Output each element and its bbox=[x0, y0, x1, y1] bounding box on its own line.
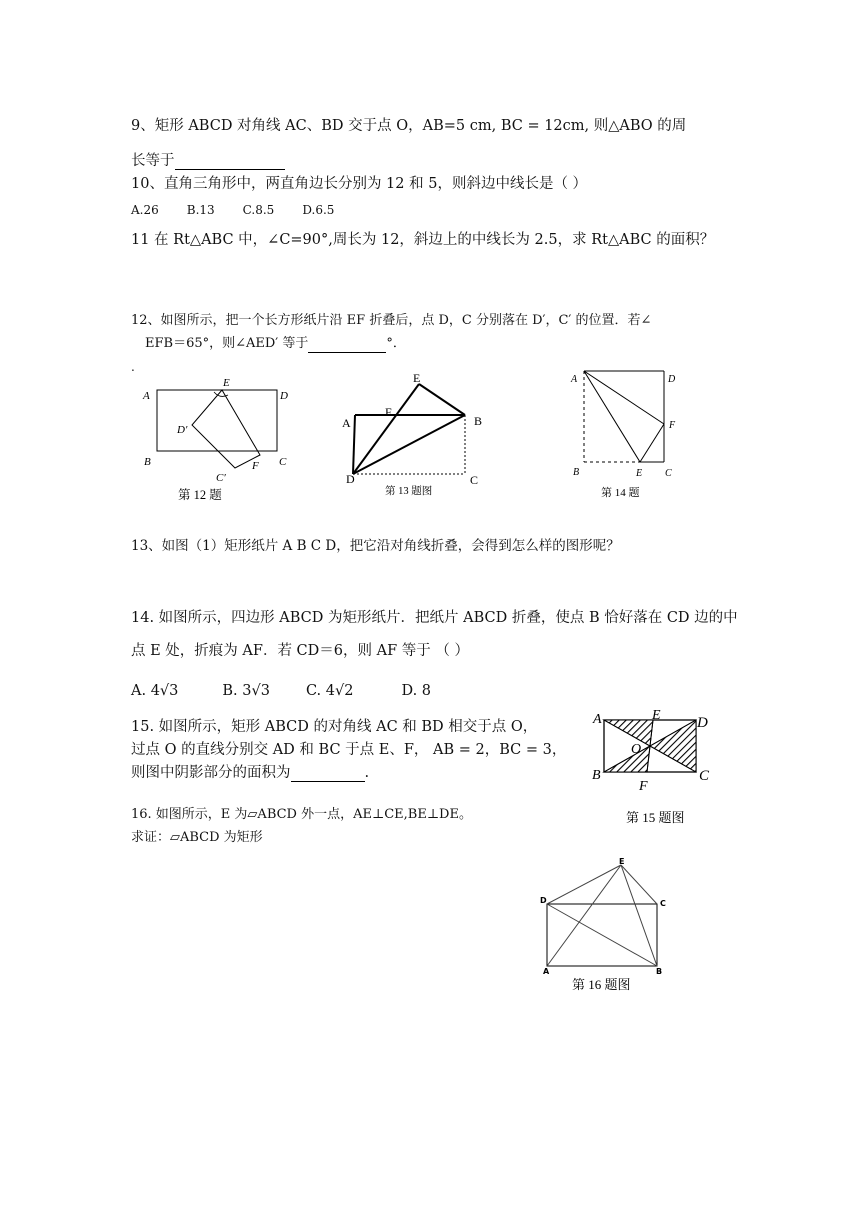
q10-option-b: B.13 bbox=[186, 203, 215, 217]
fig13-label-C: C bbox=[470, 473, 479, 487]
fig12-label-C: C bbox=[279, 456, 287, 468]
fig15-label-D: D bbox=[697, 715, 708, 731]
q16-line1: 16. 如图所示，E 为▱ABCD 外一点，AE⊥CE,BE⊥DE。 bbox=[131, 807, 472, 822]
fig12-label-F: F bbox=[252, 460, 259, 472]
q15-line1: 15. 如图所示，矩形 ABCD 的对角线 AC 和 BD 相交于点 O， bbox=[131, 719, 538, 735]
q12-answer-blank[interactable] bbox=[308, 338, 386, 353]
fig16-label-C: C bbox=[660, 899, 666, 908]
q14-line2: 点 E 处，折痕为 AF．若 CD＝6，则 AF 等于 （ ） bbox=[131, 643, 469, 659]
fig14-caption: 第 14 题 bbox=[601, 487, 640, 499]
q10-option-c: C.8.5 bbox=[242, 203, 275, 217]
fig15-label-A: A bbox=[593, 712, 602, 727]
fig14-label-C: C bbox=[665, 468, 672, 479]
fig16-label-A: A bbox=[543, 967, 550, 976]
q12-line2-text: EFB＝65°，则∠AED′ 等于 bbox=[145, 336, 309, 351]
figure-13 bbox=[335, 370, 495, 500]
fig16-label-D: D bbox=[540, 896, 547, 905]
fig16-label-B: B bbox=[656, 967, 663, 976]
fig14-label-B: B bbox=[573, 467, 580, 478]
q10-stem: 10、直角三角形中，两直角边长分别为 12 和 5，则斜边中线长是（ ） bbox=[131, 176, 588, 192]
figure-16 bbox=[535, 852, 675, 994]
fig12-label-Cp: C′ bbox=[216, 472, 226, 484]
q16-line2: 求证：▱ABCD 为矩形 bbox=[131, 830, 263, 845]
fig15-label-B: B bbox=[592, 768, 601, 783]
q9-answer-blank[interactable] bbox=[175, 155, 285, 170]
fig12-rect bbox=[157, 390, 277, 451]
q9-line1: 9、矩形 ABCD 对角线 AC、BD 交于点 O，AB=5 cm, BC = 12cm, 则△ABO 的周 bbox=[131, 118, 687, 134]
q14-option-c: C. 4√2 bbox=[305, 683, 354, 699]
fig12-label-E: E bbox=[223, 377, 230, 389]
fig12-label-B: B bbox=[144, 456, 151, 468]
q15-line2: 过点 O 的直线分别交 AD 和 BC 于点 E、F， AB = 2，BC = 3， bbox=[131, 742, 567, 758]
q10-option-a: A.26 bbox=[131, 203, 159, 217]
fig15-label-C: C bbox=[699, 768, 710, 784]
fig13-caption: 第 13 题图 bbox=[385, 486, 433, 497]
q15-line3 bbox=[131, 764, 369, 782]
fig14-label-E: E bbox=[636, 468, 643, 479]
q14-option-d: D. 8 bbox=[401, 683, 432, 699]
fig14-label-A: A bbox=[571, 374, 578, 385]
fig13-label-B: B bbox=[474, 414, 483, 428]
fig12-folded bbox=[192, 390, 260, 468]
q14-option-a: A. 4√3 bbox=[131, 683, 179, 699]
fig12-label-A: A bbox=[143, 390, 150, 402]
q15-answer-blank[interactable] bbox=[291, 767, 365, 782]
fig13-label-E: E bbox=[413, 371, 421, 385]
fig12-label-D: D bbox=[280, 390, 288, 402]
fig13-label-F: F bbox=[385, 405, 392, 419]
figure-15 bbox=[590, 706, 720, 838]
fig12-caption: 第 12 题 bbox=[178, 488, 222, 502]
q10-options bbox=[131, 201, 334, 219]
q15-line3-text: 则图中阴影部分的面积为 bbox=[131, 765, 291, 781]
q9-line2-text: 长等于 bbox=[131, 153, 175, 169]
q14-line1: 14. 如图所示，四边形 ABCD 为矩形纸片．把纸片 ABCD 折叠，使点 B 恰好落在 CD 边的中 bbox=[131, 610, 738, 626]
q15-period: . bbox=[364, 765, 370, 781]
q11-stem: 11 在 Rt△ABC 中，∠C=90°,周长为 12，斜边上的中线长为 2.5，求 Rt△ABC 的面积？ bbox=[131, 232, 715, 248]
fig15-label-F: F bbox=[639, 779, 648, 794]
q14-option-b: B. 3√3 bbox=[222, 683, 270, 699]
q10-option-d: D.6.5 bbox=[302, 203, 335, 217]
stray-dot: . bbox=[131, 360, 135, 374]
fig13-label-A: A bbox=[342, 416, 351, 430]
fig16-caption: 第 16 题图 bbox=[572, 977, 631, 992]
fig15-label-O: O bbox=[631, 742, 642, 757]
q14-options bbox=[131, 682, 431, 700]
q13-stem: 13、如图（1）矩形纸片 A B C D，把它沿对角线折叠，会得到怎么样的图形呢？ bbox=[131, 538, 620, 554]
figure-14 bbox=[565, 366, 695, 501]
q12-line2 bbox=[145, 335, 406, 353]
q12-degree: °． bbox=[386, 336, 406, 351]
fig12-label-Dp: D′ bbox=[177, 424, 188, 436]
fig15-caption: 第 15 题图 bbox=[626, 810, 685, 825]
fig16-label-E: E bbox=[619, 857, 625, 866]
q12-line1: 12、如图所示，把一个长方形纸片沿 EF 折叠后，点 D，C 分别落在 D′，C′ 的位置．若∠ bbox=[131, 313, 652, 328]
fig15-label-E: E bbox=[652, 708, 661, 723]
fig14-label-F: F bbox=[669, 420, 676, 431]
fig13-label-D: D bbox=[346, 472, 355, 486]
figure-12 bbox=[140, 375, 300, 505]
fig14-label-D: D bbox=[668, 374, 676, 385]
q9-line2 bbox=[131, 152, 285, 170]
